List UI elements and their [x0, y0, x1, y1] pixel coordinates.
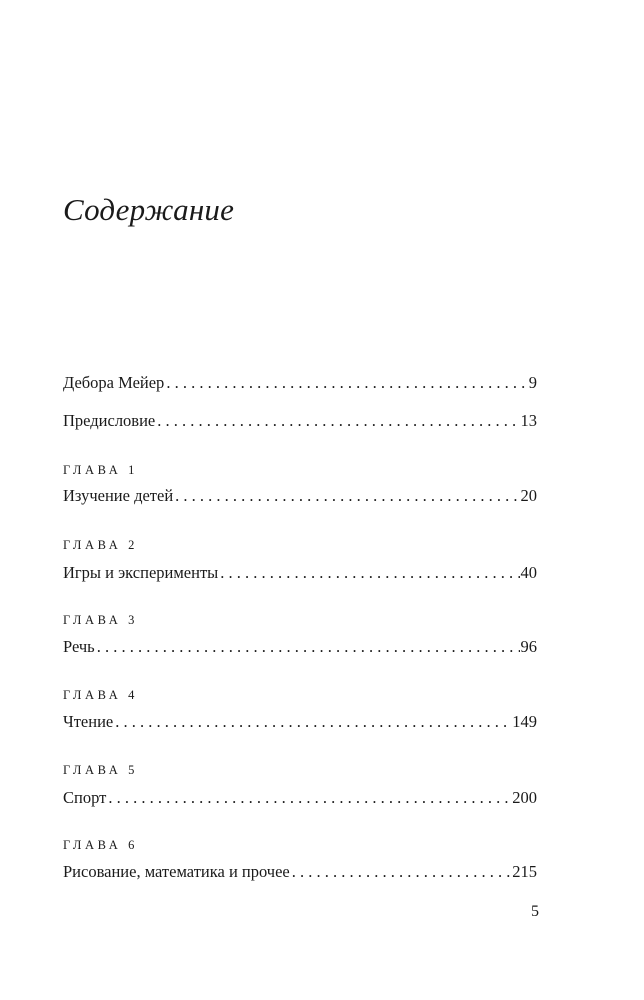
toc-entry [63, 373, 537, 393]
dot-leader [97, 637, 520, 657]
chapter-label: ГЛАВА 1 [63, 463, 138, 477]
toc-entry-page: 40 [520, 563, 537, 582]
chapter-label: ГЛАВА 6 [63, 838, 138, 852]
toc-entry-page: 20 [520, 486, 537, 505]
dot-leader [166, 373, 527, 393]
toc-entry-title: Изучение детей [63, 486, 174, 505]
toc-entry [63, 486, 537, 506]
dot-leader [115, 712, 511, 732]
toc-entry-title: Чтение [63, 712, 114, 731]
toc-entry-title: Дебора Мейер [63, 373, 165, 392]
toc-entry-page: 149 [512, 712, 537, 731]
toc-entry-title: Предисловие [63, 411, 156, 430]
page-title: Содержание [63, 192, 235, 227]
toc-entry-page: 215 [512, 862, 537, 881]
toc-entry-page: 9 [528, 373, 537, 392]
page-number: 5 [531, 903, 539, 920]
toc-entry-title: Игры и эксперименты [63, 563, 219, 582]
chapter-label: ГЛАВА 5 [63, 763, 138, 777]
dot-leader [108, 788, 511, 808]
dot-leader [175, 486, 519, 506]
toc-entry-page: 200 [512, 788, 537, 807]
toc-entry [63, 712, 537, 732]
toc-entry [63, 788, 537, 808]
toc-entry [63, 862, 537, 882]
dot-leader [292, 862, 511, 882]
chapter-label: ГЛАВА 4 [63, 688, 138, 702]
dot-leader [157, 411, 519, 431]
toc-entry-title: Речь [63, 637, 95, 656]
toc-entry-title: Рисование, математика и прочее [63, 862, 290, 881]
toc-entry-title: Спорт [63, 788, 107, 807]
toc-entry [63, 563, 537, 583]
chapter-label: ГЛАВА 2 [63, 538, 138, 552]
chapter-label: ГЛАВА 3 [63, 613, 138, 627]
toc-entry [63, 637, 537, 657]
toc-entry-page: 13 [520, 411, 537, 430]
toc-entry [63, 411, 537, 431]
dot-leader [220, 563, 519, 583]
toc-entry-page: 96 [520, 637, 537, 656]
